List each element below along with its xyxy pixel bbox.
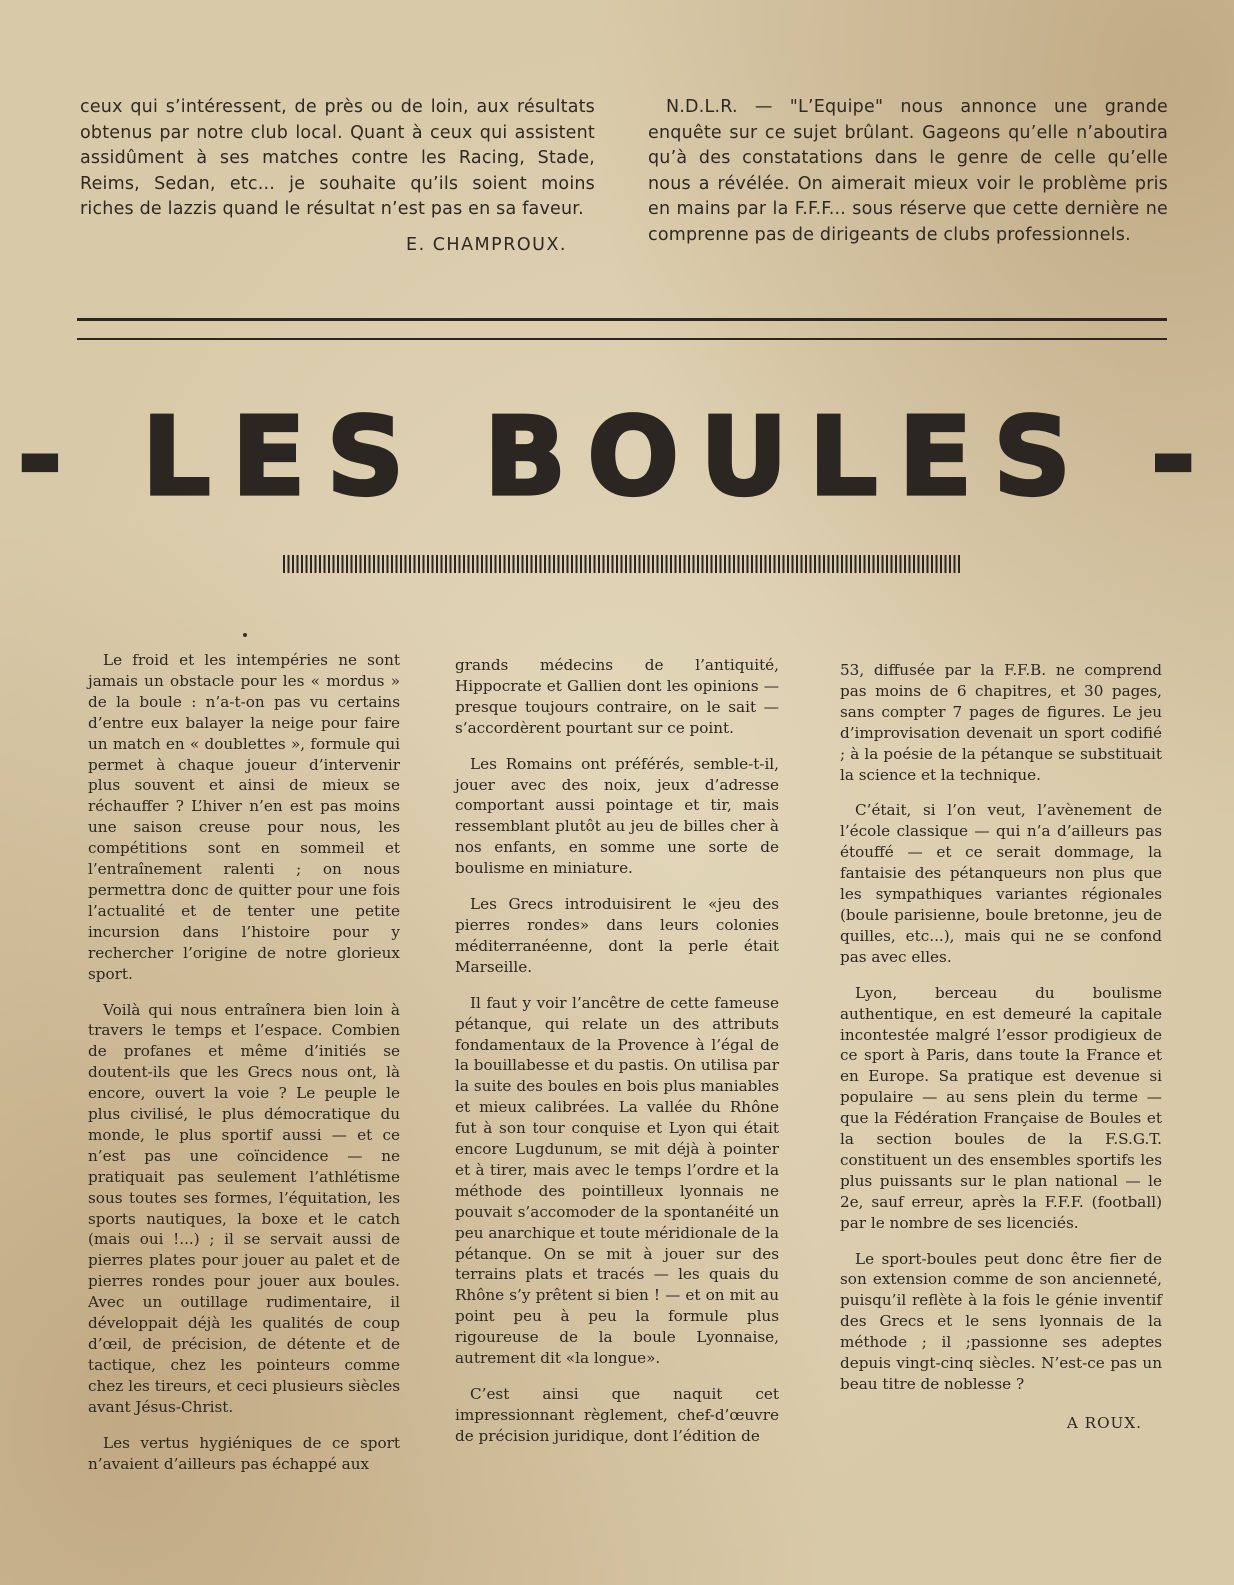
paragraph: C’est ainsi que naquit cet impressionnant règlement, chef-d’œuvre de précision juridique, dont l’édition de: [455, 1385, 779, 1445]
section-rule-thin: [77, 338, 1167, 340]
article-column-3: [840, 660, 1162, 1449]
article-title: - LES BOULES -: [17, 395, 1217, 520]
ink-dot: [243, 633, 247, 637]
paragraph: grands médecins de l’antiquité, Hippocrate et Gallien dont les opinions — presque toujours contraire, on le sait — s’accordèrent pourtant sur ce point.: [455, 656, 779, 737]
title-ornament-bar: [283, 555, 961, 573]
previous-article-ending: [80, 95, 595, 259]
paragraph: Voilà qui nous entraînera bien loin à travers le temps et l’espace. Combien de profanes et même d’initiés se doutent-ils que les Grecs nous ont, là encore, ouvert la voie ? Le peuple le plus civilisé, le plus démocratique du monde, le plus sportif aussi — et ce n’est pas une coïncidence — ne pratiquait pas seulement l’athlétisme sous toutes ses formes, l’équitation, les sports nautiques, la boxe et le catch (mais oui !...) ; il se servait aussi de pierres plates pour jouer au palet et de pierres rondes pour jouer aux boules. Avec un outillage rudimentaire, il développait déjà les qualités de coup d’œil, de précision, de détente et de tactique, chez les pointeurs comme chez les tireurs, et ceci plusieurs siècles avant Jésus-Christ.: [88, 1000, 400, 1416]
previous-article-signature: E. CHAMPROUX.: [406, 234, 567, 255]
editor-note: [648, 95, 1168, 249]
paragraph: Il faut y voir l’ancêtre de cette fameuse pétanque, qui relate un des attributs fondamentaux de la Provence à l’égal de la bouillabesse et du pastis. On utilisa par la suite des boules en bois plus maniables et mieux calibrées. La vallée du Rhône fut à son tour conquise et Lyon qui était encore Lugdunum, se mit déjà à pointer et à tirer, mais avec le temps l’ordre et la méthode des pointilleux lyonnais ne pouvait s’accomoder de la spontanéité un peu anarchique et toute méridionale de la pétanque. On se mit à jouer sur des terrains plats et tracés — les quais du Rhône s’y prêtent si bien ! — et on mit au point peu à peu la formule plus rigoureuse de la boule Lyonnaise, autrement dit «la longue».: [455, 993, 779, 1368]
paragraph: Le froid et les intempéries ne sont jamais un obstacle pour les « mordus » de la boule : n’a-t-on pas vu certains d’entre eux balayer la neige pour faire un match en « doublettes », formule qui permet à chaque joueur d’intervenir plus souvent et ainsi de mieux se réchauffer ? L’hiver n’en est pas moins une saison creuse pour nous, les compétitions sont en sommeil et l’entraînement ralenti ; on nous permettra donc de quitter pour une fois l’actualité et de tenter une petite incursion dans l’histoire pour y rechercher l’origine de notre glorieux sport.: [88, 651, 400, 983]
paragraph: Les Grecs introduisirent le «jeu des pierres rondes» dans leurs colonies méditerranéenne, dont la perle était Marseille.: [455, 895, 779, 976]
paragraph: Les Romains ont préférés, semble-t-il, jouer avec des noix, jeux d’adresse comportant aussi pointage et tir, mais ressemblant plutôt au jeu de billes cher à nos enfants, en somme une sorte de boulisme en miniature.: [455, 754, 779, 878]
paragraph: Les vertus hygiéniques de ce sport n’avaient d’ailleurs pas échappé aux: [88, 1433, 400, 1473]
article-signature: A ROUX.: [1066, 1413, 1142, 1432]
paragraph: Le sport-boules peut donc être fier de son extension comme de son ancienneté, puisqu’il reflète à la fois le génie inventif des Grecs et le sens lyonnais de la méthode ; il ;passionne ses adeptes depuis vingt-cinq siècles. N’est-ce pas un beau titre de noblesse ?: [840, 1249, 1162, 1393]
previous-article-text: ceux qui s’intéressent, de près ou de loin, aux résultats obtenus par notre club local. Quant à ceux qui assistent assidûment à ses matches contre les Racing, Stade, Reims, Sedan, etc... je souhaite qu’ils soient moins riches de lazzis quand le résultat n’est pas en sa faveur.: [80, 97, 595, 220]
article-column-1: [88, 650, 400, 1489]
paragraph: C’était, si l’on veut, l’avènement de l’école classique — qui n’a d’ailleurs pas étouffé — et ce serait dommage, la fantaisie des pétanqueurs non plus que les sympathiques variantes régionales (boule parisienne, boule bretonne, jeu de quilles, etc...), mais qui ne se confond pas avec elles.: [840, 801, 1162, 966]
paragraph: 53, diffusée par la F.F.B. ne comprend pas moins de 6 chapitres, et 30 pages, sans compter 7 pages de figures. Le jeu d’improvisation devenait un sport codifié ; à la poésie de la pétanque se substituait la science et la technique.: [840, 661, 1162, 784]
paragraph: Lyon, berceau du boulisme authentique, en est demeuré la capitale incontestée malgré l’essor prodigieux de ce sport à Paris, dans toute la France et en Europe. Sa pratique est devenue si populaire — au sens plein du terme — que la Fédération Française de Boules et la section boules de la F.S.G.T. constituent un des ensembles sportifs les plus puissants sur le plan national — le 2e, sauf erreur, après la F.F.F. (football) par le nombre de ses licenciés.: [840, 983, 1162, 1232]
article-column-2: [455, 655, 779, 1462]
section-rule-thick: [77, 318, 1167, 321]
editor-note-text: N.D.L.R. — "L’Equipe" nous annonce une grande enquête sur ce sujet brûlant. Gageons qu’elle n’aboutira qu’à des constatations dans le genre de celle qu’elle nous a révélée. On aimerait mieux voir le problème pris en mains par la F.F.F... sous réserve que cette dernière ne comprenne pas de dirigeants de clubs professionnels.: [648, 97, 1168, 245]
